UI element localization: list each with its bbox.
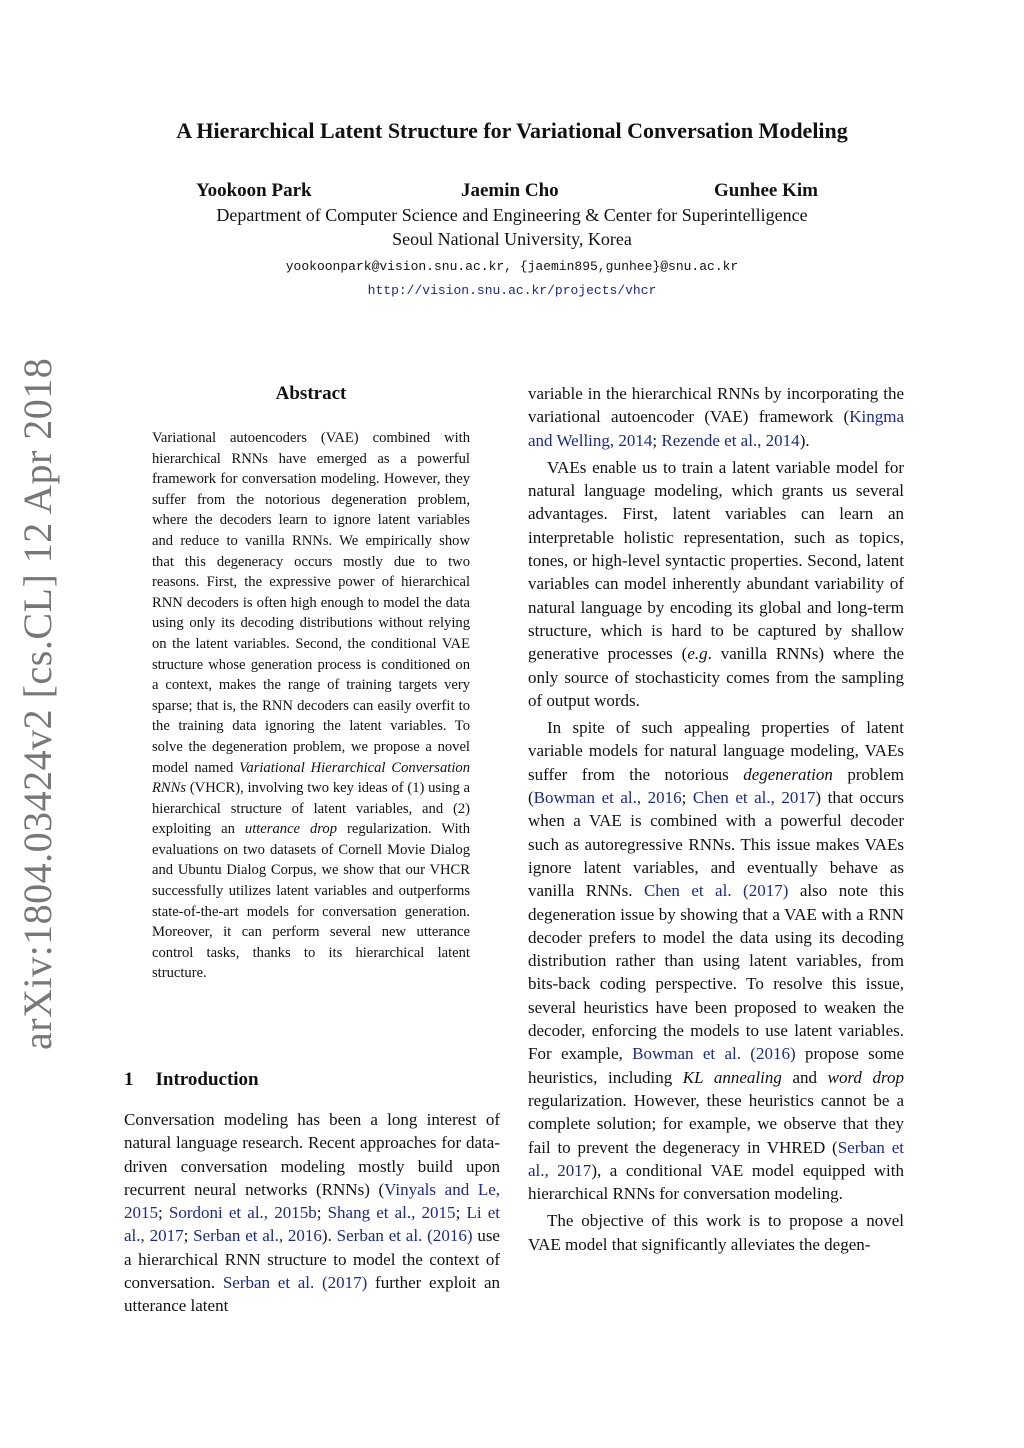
abstract-text-a: Variational autoencoders (VAE) combined with hierarchical RNNs have emerged as a powerful framework for conversation modeling. However, they suffer from the notorious degeneration problem, where the decoders learn to ignore latent variables and reduce to vanilla RNNs. We empirically show that this degeneracy occurs mostly due to two reasons. First, the expressive power of hierarchical RNN decoders is often high enough to model the data using only its decoding distributions without relying on the latent variables. Second, the conditional VAE structure whose generation process is conditioned on a context, makes the range of training targets very sparse; that is, the RNN decoders can easily overfit to the training data ignoring the latent variables. To solve the degeneration problem, we propose a novel model named	[152, 430, 470, 776]
intro-right-p2-em: e.g	[687, 644, 708, 664]
citation-separator: ;	[652, 430, 662, 450]
intro-right-p1-b: ).	[799, 430, 810, 450]
intro-right-p3-em3: word drop	[827, 1067, 905, 1087]
citation-link[interactable]: Serban et al. (2017)	[222, 1273, 368, 1293]
abstract-utterance-drop: utterance drop	[244, 821, 338, 838]
affiliation-line-2: Seoul National University, Korea	[392, 229, 632, 249]
citation-link[interactable]: Li et al., 2017	[124, 1203, 500, 1246]
intro-text-d: further exploit an utterance latent	[124, 1273, 501, 1316]
intro-right-p2-b: . vanilla RNNs) where the only source of stochasticity comes from the sampling of output words.	[528, 644, 904, 710]
abstract-text-c: regularization. With evaluations on two datasets of Cornell Movie Dialog and Ubuntu Dialog Corpus, we show that our VHCR successfully utilizes latent variables and outperforms state-of-the-art models for conversation generation. Moreover, it can perform several new utterance control tasks, thanks to its hierarchical latent structure.	[152, 821, 470, 982]
citation-link[interactable]: Rezende et al., 2014	[661, 430, 800, 450]
citation-link[interactable]: Serban et al., 2016	[193, 1226, 322, 1246]
intro-right-p2-a: VAEs enable us to train a latent variable model for natural language modeling, which grants us several advantages. First, latent variables can learn an interpretable holistic representation, such as topics, tones, or high-level syntactic properties. Second, latent variables can model inherently abundant variability of natural language by encoding its global and long-term structure, which is hard to be captured by shallow generative processes (	[528, 457, 904, 664]
intro-text-c: use a hierarchical RNN structure to model the context of conversation.	[124, 1226, 500, 1293]
intro-right-p3-d: also note this degeneration issue by showing that a VAE with a RNN decoder prefers to model the data using its decoding distribution rather than using latent variables, from bits-back coding perspective. To resolve this issue, several heuristics have been proposed to weaken the decoder, enforcing the models to use latent variables. For example,	[528, 881, 904, 1064]
section-title: Introduction	[155, 1069, 259, 1090]
section-heading-introduction	[124, 1069, 259, 1091]
abstract-body	[152, 428, 470, 984]
citation-link[interactable]: Kingma and Welling, 2014	[528, 407, 904, 450]
abstract-model-name: Variational Hierarchical Conversation RNNs	[152, 759, 470, 797]
author-1: Yookoon Park	[196, 180, 312, 201]
citation-link[interactable]: Shang et al., 2015	[327, 1203, 456, 1223]
intro-left-column	[124, 1108, 500, 1318]
citation-link[interactable]: Sordoni et al., 2015b	[168, 1203, 317, 1223]
abstract-text-b: (VHCR), involving two key ideas of (1) using a hierarchical structure of latent variables, and (2) exploiting an	[152, 780, 470, 838]
arxiv-identifier: arXiv:1804.03424v2 [cs.CL] 12 Apr 2018	[15, 357, 60, 1050]
citation-link[interactable]: Chen et al., 2017	[692, 788, 816, 808]
intro-right-p3-em2: KL annealing	[682, 1067, 782, 1087]
intro-right-p3-c: ) that occurs when a VAE is combined with a powerful decoder such as autoregressive RNNs. This issue makes VAEs ignore latent variables, and eventually behave as vanilla RNNs.	[528, 788, 904, 901]
citation-link[interactable]: Bowman et al. (2016)	[632, 1044, 796, 1064]
project-url-link[interactable]: http://vision.snu.ac.kr/projects/vhcr	[367, 283, 657, 298]
intro-text-b: ).	[321, 1226, 337, 1246]
citation-link[interactable]: Chen et al. (2017)	[643, 881, 789, 901]
intro-right-p3-a: In spite of such appealing properties of latent variable models for natural language modeling, VAEs suffer from the notorious	[528, 718, 904, 784]
citation-separator: ;	[316, 1203, 328, 1223]
intro-right-p3-e: propose some heuristics, including	[528, 1044, 904, 1087]
citation-link[interactable]: Bowman et al., 2016	[533, 788, 682, 808]
intro-right-p1-a: variable in the hierarchical RNNs by incorporating the variational autoencoder (VAE) framework (	[528, 384, 904, 427]
citation-link[interactable]: Serban et al. (2016)	[336, 1226, 473, 1246]
intro-right-p3-b: problem (	[528, 764, 904, 808]
intro-right-column	[528, 382, 904, 1256]
author-emails: yookoonpark@vision.snu.ac.kr, {jaemin895,gunhee}@snu.ac.kr	[285, 259, 739, 274]
abstract-heading: Abstract	[275, 383, 347, 404]
citation-separator: ;	[455, 1203, 467, 1223]
citation-separator: ;	[681, 788, 693, 808]
intro-text-a: Conversation modeling has been a long interest of natural language research. Recent approaches for data-driven conversation modeling mostly build upon recurrent neural networks (RNNs) (	[124, 1110, 500, 1199]
intro-right-p3-h: ), a conditional VAE model equipped with hierarchical RNNs for conversation modeling.	[528, 1160, 904, 1204]
affiliation-line-1: Department of Computer Science and Engineering & Center for Superintelligence	[216, 205, 808, 225]
intro-right-p3-g: regularization. However, these heuristics cannot be a complete solution; for example, we observe that they fail to prevent the degeneracy in VHRED (	[528, 1090, 904, 1157]
intro-right-p3-em1: degeneration	[743, 764, 833, 784]
intro-right-p4: The objective of this work is to propose a novel VAE model that significantly alleviates the degen-	[528, 1211, 904, 1254]
citation-separator: ;	[158, 1203, 169, 1223]
citation-link[interactable]: Vinyals and Le, 2015	[124, 1179, 500, 1223]
paper-title: A Hierarchical Latent Structure for Variational Conversation Modeling	[176, 118, 848, 143]
intro-right-p3-f: and	[781, 1067, 828, 1087]
section-number: 1	[124, 1069, 134, 1090]
citation-separator: ;	[183, 1226, 194, 1246]
citation-link[interactable]: Serban et al., 2017	[528, 1137, 904, 1180]
author-2: Jaemin Cho	[461, 180, 559, 201]
author-3: Gunhee Kim	[714, 180, 818, 201]
